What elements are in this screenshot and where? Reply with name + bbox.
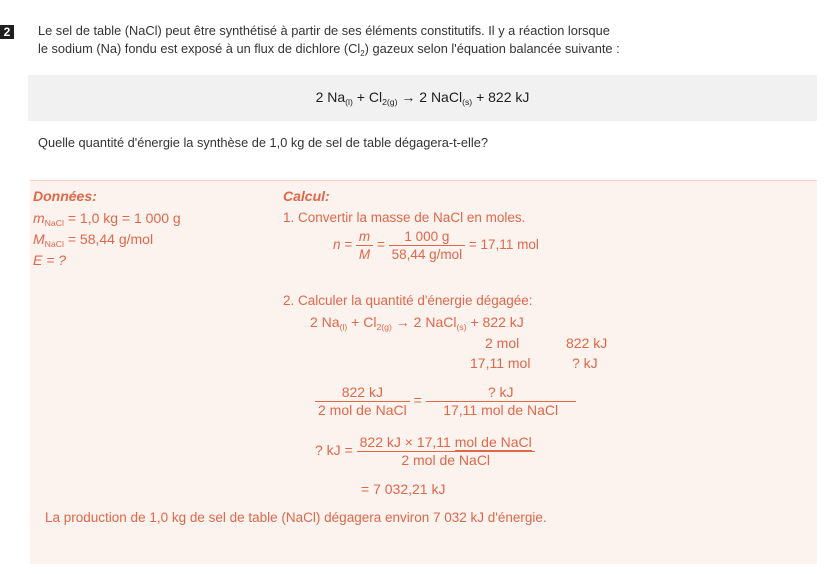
solution-panel xyxy=(30,180,817,564)
problem-number-badge: 2 xyxy=(0,25,14,39)
problem-statement xyxy=(38,22,828,63)
donnees-mass xyxy=(33,210,181,228)
fraction-M: M xyxy=(358,247,371,262)
step2-eq-energy: + 822 kJ xyxy=(470,314,524,330)
mass-variable: m xyxy=(33,210,45,226)
moles-lhs: n = xyxy=(333,237,353,253)
energy-fraction-num xyxy=(357,434,535,452)
eq-state-na: (l) xyxy=(345,97,353,108)
question-text: Quelle quantité d'énergie la synthèse de 1,0 kg de sel de table dégagera-t-elle? xyxy=(38,135,488,150)
calcul-step-2: 2. Calculer la quantité d'énergie dégagée: xyxy=(283,293,533,308)
intro-line-2-subscript: 2 xyxy=(360,48,365,58)
energy-fraction-den: 2 mol de NaCl xyxy=(401,452,491,468)
ratio-row-1-mol: 2 mol xyxy=(485,335,520,351)
moles-result: = 17,11 mol xyxy=(468,237,539,253)
molar-mass-value: = 58,44 g/mol xyxy=(63,231,154,247)
energy-fraction xyxy=(357,434,535,469)
eq-arrow: → xyxy=(401,89,416,105)
step2-eq-arrow: → xyxy=(395,314,410,330)
eq-product-nacl: 2 NaCl xyxy=(419,89,463,105)
proportion-left xyxy=(315,384,410,419)
step2-eq-cl2: + Cl xyxy=(351,314,377,330)
step2-equation xyxy=(310,314,524,332)
energy-lhs: ? kJ = xyxy=(315,442,353,459)
proportion-right xyxy=(426,384,576,419)
fraction-m: m xyxy=(356,228,373,246)
fraction-mass-value: 1 000 g xyxy=(389,228,466,246)
fraction-m-over-M xyxy=(356,228,373,263)
ratio-row-2-kj: ? kJ xyxy=(572,355,598,371)
eq-state-cl2: 2(g) xyxy=(382,97,398,108)
intro-line-2-part-b: ) gazeux selon l'équation balancée suivante : xyxy=(364,41,620,56)
energy-num-part-b: mol de NaCl xyxy=(454,434,532,450)
step2-eq-nacl: 2 NaCl xyxy=(413,314,457,330)
equation-band xyxy=(28,75,817,121)
proportion-left-num: 822 kJ xyxy=(315,384,410,402)
energy-calculation xyxy=(315,434,535,469)
intro-line-1: Le sel de table (NaCl) peut être synthétisé à partir de ses éléments constitutifs. Il y a réaction lorsque xyxy=(38,23,610,38)
proportion xyxy=(315,384,576,419)
mass-subscript: NaCl xyxy=(44,218,64,229)
ratio-row-1-kj: 822 kJ xyxy=(566,335,608,351)
eq-reactant-cl2: + Cl xyxy=(356,89,383,105)
mass-value: = 1,0 kg = 1 000 g xyxy=(63,210,181,226)
energy-num-part-a: 822 kJ × 17,11 xyxy=(359,434,455,450)
moles-equals: = xyxy=(376,237,385,253)
step2-eq-na-state: (l) xyxy=(339,322,348,333)
calcul-title: Calcul: xyxy=(283,188,330,204)
fraction-molar-mass-value: 58,44 g/mol xyxy=(391,247,463,262)
molar-mass-variable: M xyxy=(33,231,45,247)
proportion-right-num: ? kJ xyxy=(426,384,576,402)
donnees-molar-mass xyxy=(33,231,153,249)
molar-mass-subscript: NaCl xyxy=(44,239,64,250)
step2-eq-cl2-state: 2(g) xyxy=(376,322,392,333)
eq-energy: + 822 kJ xyxy=(476,89,530,105)
ratio-row-2-mol: 17,11 mol xyxy=(470,355,531,371)
intro-line-2-part-a: le sodium (Na) fondu est exposé à un flux de dichlore (Cl xyxy=(38,41,361,56)
conclusion-text: La production de 1,0 kg de sel de table (NaCl) dégagera environ 7 032 kJ d'énergie. xyxy=(45,510,547,525)
calcul-step-1: 1. Convertir la masse de NaCl en moles. xyxy=(283,210,526,225)
eq-state-nacl: (s) xyxy=(462,97,473,108)
step2-eq-na: 2 Na xyxy=(310,314,340,330)
eq-reactant-na: 2 Na xyxy=(315,89,346,105)
moles-calculation xyxy=(333,228,539,263)
donnees-title: Données: xyxy=(33,188,97,204)
fraction-mass-over-molar-mass xyxy=(389,228,466,263)
step2-eq-nacl-state: (s) xyxy=(456,322,467,333)
proportion-left-den: 2 mol de NaCl xyxy=(318,402,407,418)
donnees-energy-unknown: E = ? xyxy=(33,252,67,268)
proportion-equals: = xyxy=(413,392,422,409)
proportion-right-den: 17,11 mol de NaCl xyxy=(443,402,559,418)
energy-final-result: = 7 032,21 kJ xyxy=(361,481,446,497)
intro-line-2 xyxy=(38,40,828,63)
balanced-equation xyxy=(28,89,817,107)
